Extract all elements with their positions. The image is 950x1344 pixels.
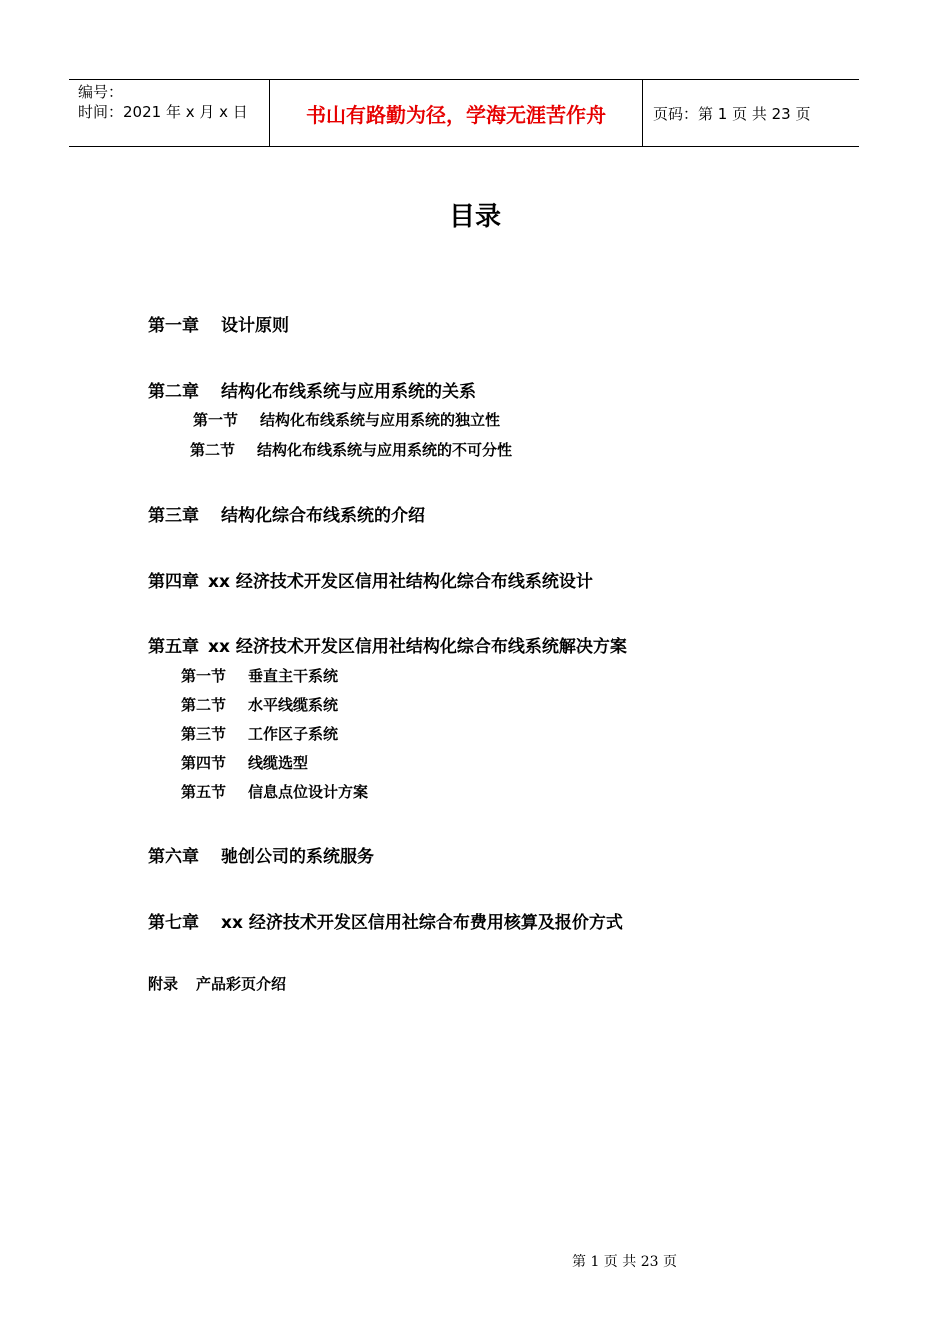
toc-entry-label: 第三节 — [181, 725, 227, 743]
toc-entry-text: 信息点位设计方案 — [248, 783, 369, 801]
toc-entry-text: 产品彩页介绍 — [196, 975, 287, 993]
header-left-cell — [69, 80, 270, 146]
toc-entry-label: 第二节 — [181, 696, 227, 714]
toc-entry-label: 第四章 — [148, 572, 199, 592]
toc-entry-chapter-4[interactable] — [148, 567, 593, 592]
toc-entry-text: 线缆选型 — [248, 754, 309, 772]
header-motto: 书山有路勤为径，学海无涯苦作舟 — [306, 102, 606, 127]
toc-entry-text: 设计原则 — [221, 316, 289, 336]
toc-entry-ch5-section-4[interactable] — [181, 752, 308, 773]
toc-entry-appendix[interactable] — [148, 973, 286, 994]
toc-entry-label: 第七章 — [148, 913, 199, 933]
toc-entry-label: 第一节 — [181, 667, 227, 685]
toc-entry-text: 垂直主干系统 — [248, 667, 339, 685]
footer-page-number: 第 1 页 共 23 页 — [572, 1254, 677, 1270]
toc-entry-ch5-section-5[interactable] — [181, 781, 368, 802]
toc-entry-label: 第三章 — [148, 506, 199, 526]
toc-entry-chapter-5[interactable] — [148, 632, 627, 657]
toc-entry-chapter-3[interactable] — [148, 501, 425, 526]
toc-entry-ch2-section-2[interactable] — [190, 439, 512, 460]
toc-entry-text: xx 经济技术开发区信用社结构化综合布线系统设计 — [208, 572, 593, 592]
toc-entry-label: 第六章 — [148, 847, 199, 867]
document-date: 时间：2021 年 x 月 x 日 — [78, 103, 248, 121]
toc-entry-text: xx 经济技术开发区信用社综合布费用核算及报价方式 — [221, 913, 623, 933]
toc-entry-text: xx 经济技术开发区信用社结构化综合布线系统解决方案 — [208, 637, 627, 657]
toc-entry-chapter-2[interactable] — [148, 377, 476, 402]
toc-entry-text: 结构化布线系统与应用系统的不可分性 — [257, 441, 513, 459]
toc-entry-ch2-section-1[interactable] — [193, 409, 500, 430]
header-table — [69, 79, 859, 147]
toc-entry-label: 第二章 — [148, 382, 199, 402]
header-page-info: 页码：第 1 页 共 23 页 — [653, 104, 811, 123]
toc-entry-chapter-6[interactable] — [148, 842, 374, 867]
toc-entry-text: 结构化综合布线系统的介绍 — [221, 506, 425, 526]
toc-entry-text: 结构化布线系统与应用系统的关系 — [221, 382, 476, 402]
toc-entry-label: 第一节 — [193, 411, 239, 429]
document-number-label: 编号： — [78, 83, 124, 101]
toc-entry-label: 附录 — [148, 975, 179, 993]
toc-entry-label: 第五章 — [148, 637, 199, 657]
toc-entry-text: 结构化布线系统与应用系统的独立性 — [260, 411, 501, 429]
header-motto-cell — [270, 80, 643, 146]
toc-entry-ch5-section-1[interactable] — [181, 665, 338, 686]
header-page-cell — [643, 80, 859, 146]
toc-entry-chapter-7[interactable] — [148, 908, 623, 933]
toc-title: 目录 — [448, 202, 501, 232]
toc-entry-text: 驰创公司的系统服务 — [221, 847, 374, 867]
toc-entry-chapter-1[interactable] — [148, 311, 289, 336]
toc-entry-label: 第四节 — [181, 754, 227, 772]
toc-entry-text: 水平线缆系统 — [248, 696, 339, 714]
toc-entry-ch5-section-3[interactable] — [181, 723, 338, 744]
toc-entry-text: 工作区子系统 — [248, 725, 339, 743]
toc-entry-label: 第一章 — [148, 316, 199, 336]
toc-entry-ch5-section-2[interactable] — [181, 694, 338, 715]
toc-entry-label: 第二节 — [190, 441, 236, 459]
toc-entry-label: 第五节 — [181, 783, 227, 801]
